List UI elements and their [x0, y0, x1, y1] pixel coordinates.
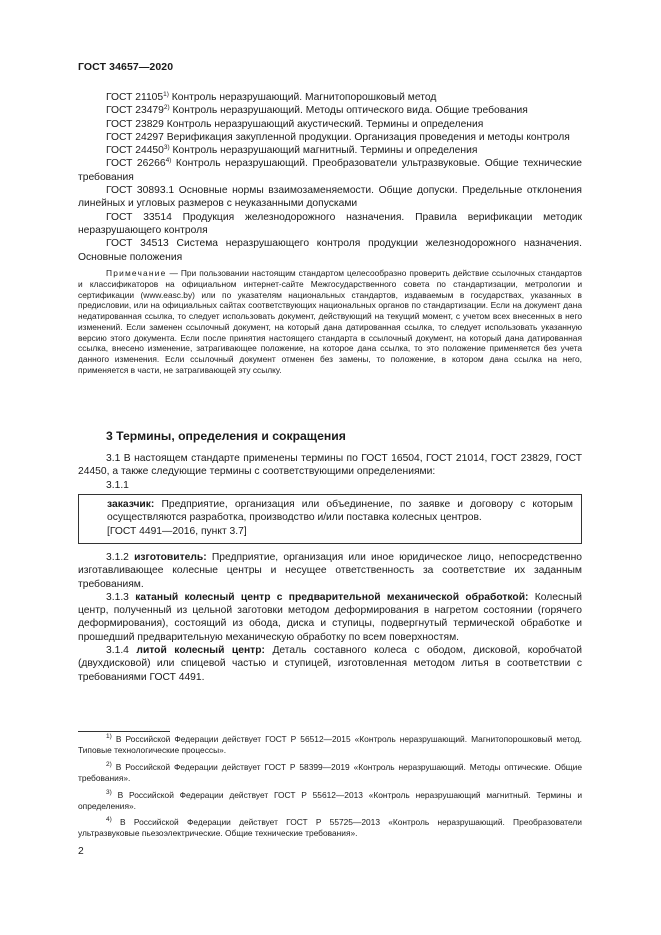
terms-list: [78, 551, 582, 684]
note-label: Примечание: [106, 268, 167, 278]
footnote-separator: [78, 731, 170, 732]
reference-item: ГОСТ 34513 Система неразрушающего контроля продукции железнодорожного назначения. Основные положения: [78, 238, 582, 263]
reference-item: ГОСТ 26266$^{4)}$ Контроль неразрушающий. Преобразователи ультразвуковые. Общие технические требования: [78, 157, 582, 183]
footnote: $^{2)}$ В Российской Федерации действует ГОСТ Р 58399—2019 «Контроль неразрушающий. Методы оптические. Общие требования».: [78, 760, 582, 783]
footnote: $^{4)}$ В Российской Федерации действует ГОСТ Р 55725—2013 «Контроль неразрушающий. Преобразователи ультразвуковые пьезоэлектрические. Общие технические требования».: [78, 816, 582, 839]
term-definition-box: [78, 494, 582, 544]
document-header: ГОСТ 34657—2020: [78, 61, 174, 73]
reference-item: ГОСТ 30893.1 Основные нормы взаимозаменяемости. Общие допуски. Предельные отклонения линейных и угловых размеров с неуказанными допусками: [78, 185, 582, 210]
footnotes: [78, 734, 582, 845]
reference-item: ГОСТ 21105$^{1)}$ Контроль неразрушающий. Магнитопорошковый метод: [106, 91, 437, 103]
normative-references-list: [78, 91, 582, 264]
term-customer: заказчик:: [107, 499, 155, 510]
page-number: 2: [78, 846, 84, 857]
term-customer-definition: Предприятие, организация или объединение, по заявке и договору с которым осуществляются разработка, производство и/или поставка колесных центров.: [107, 499, 573, 524]
reference-item: ГОСТ 24450$^{3)}$ Контроль неразрушающий магнитный. Термины и определения: [106, 144, 478, 157]
note-text: — При пользовании настоящим стандартом целесообразно проверить действие ссылочных стандартов и классификаторов на официальном интернет-сайте Межгосударственного совета по стандартизации, метрологии и сертификации (www.easc.by) или по указателям национальных стандартов, издаваемым в государствах, указанных в предисловии, или на официальных сайтах соответствующих национальных органов по стандартизации. Если на документ дана недатированная ссылка, то следует использовать документ, действующий на текущий момент, с учетом всех внесенных в него изменений. Если заменен ссылочный документ, на который дана датированная ссылка, то следует использовать указанную версию этого документа. Если после принятия настоящего стандарта в ссылочный документ, на который дана датированная ссылка, внесено изменение, затрагивающее положение, на которое дана ссылка, то это положение применяется без учета данного изменения. Если ссылочный документ отменен без замены, то положение, в котором дана ссылка на него, применяется в части, не затрагивающей эту ссылку.: [78, 268, 582, 375]
reference-item: ГОСТ 33514 Продукция железнодорожного назначения. Правила верификации методик неразрушающего контроля: [78, 211, 582, 236]
footnote: $^{3)}$ В Российской Федерации действует ГОСТ Р 55612—2013 «Контроль неразрушающий магнитный. Термины и определения».: [78, 788, 582, 811]
reference-item: ГОСТ 24297 Верификация закупленной продукции. Организация проведения и методы контроля: [106, 131, 570, 143]
term-manufacturer: изготовитель:: [134, 552, 207, 563]
paragraph-3-1-1-number: 3.1.1: [106, 479, 129, 491]
term-rolled-center: катаный колесный центр с предварительной механической обработкой:: [135, 591, 529, 603]
term-cast-center: литой колесный центр:: [136, 645, 265, 657]
section-intro: [78, 452, 582, 492]
footnote: $^{1)}$ В Российской Федерации действует ГОСТ Р 56512—2015 «Контроль неразрушающий. Магнитопорошковый метод. Типовые технологические процессы».: [78, 733, 582, 755]
section-heading: 3 Термины, определения и сокращения: [106, 429, 346, 443]
reference-item: ГОСТ 23479$^{2)}$ Контроль неразрушающий. Методы оптического вида. Общие требования: [106, 104, 528, 117]
term-customer-source: [ГОСТ 4491—2016, пункт 3.7]: [107, 525, 247, 537]
term-cast-center-paragraph: 3.1.4 литой колесный центр: Деталь составного колеса с ободом, дисковой, коробчатой (двухдисковой) или спицевой частью и ступицей, изготовленная методом литья в соответствии с требованиями ГОСТ 4491.: [78, 645, 582, 683]
note-block: [78, 268, 582, 376]
term-rolled-center-paragraph: 3.1.3 катаный колесный центр с предварительной механической обработкой: Колесный центр, полученный из цельной заготовки методом деформирования в нагретом состоянии (горячего деформирования), состоящий из обода, диска и ступицы, подвергнутый термической обработке и прошедший предварительную механическую обработку по всем поверхностям.: [78, 591, 582, 643]
paragraph-3-1: 3.1 В настоящем стандарте применены термины по ГОСТ 16504, ГОСТ 21014, ГОСТ 23829, ГОСТ 24450, а также следующие термины с соответствующими определениями:: [78, 453, 582, 478]
term-manufacturer-paragraph: 3.1.2 изготовитель: Предприятие, организация или иное юридическое лицо, непосредственно изготавливающее колесные центры и несущее ответственность за соответствие их заданным требованиям.: [78, 552, 583, 590]
reference-item: ГОСТ 23829 Контроль неразрушающий акустический. Термины и определения: [106, 118, 484, 130]
